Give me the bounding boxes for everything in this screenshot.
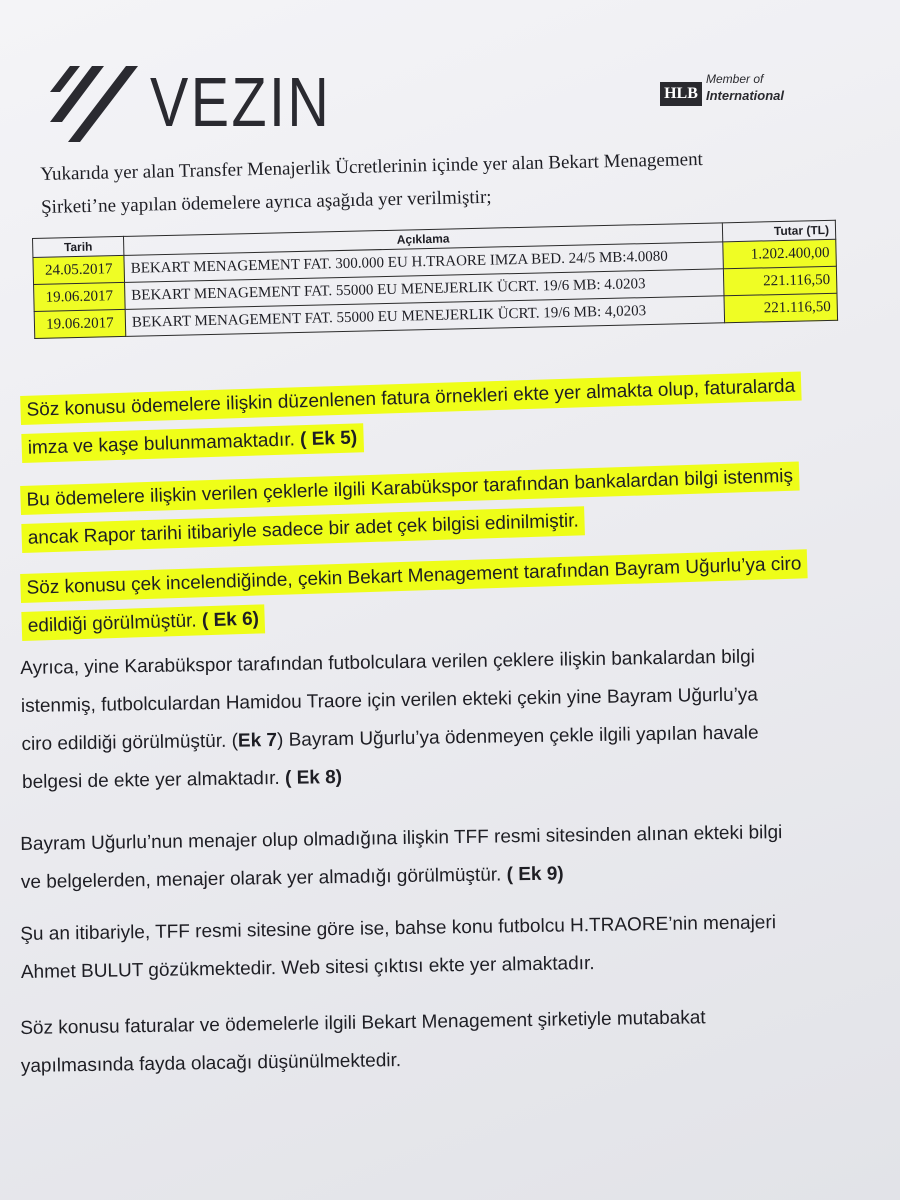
text-line: belgesi de ekte yer almaktadır. ( Ek 8) — [21, 766, 343, 793]
text-line: ve belgelerden, menajer olarak yer almadığı görülmüştür. ( Ek 9) — [20, 863, 564, 893]
paragraph-current-agent — [20, 903, 841, 992]
header-amount: Tutar (TL) — [722, 220, 835, 242]
highlighted-text: imza ve kaşe bulunmamaktadır. ( Ek 5) — [21, 423, 363, 463]
paragraph-invoices — [20, 366, 842, 468]
row-description: BEKART MENAGEMENT FAT. 300.000 EU H.TRAORE IMZA BED. 24/5 MB:4.0080 — [124, 242, 723, 283]
annex-ref: ( Ek 9) — [506, 863, 564, 886]
payments-table — [32, 220, 838, 339]
header-description: Açıklama — [123, 223, 722, 256]
row-amount: 221.116,50 — [724, 293, 838, 323]
paragraph-reconciliation — [20, 997, 841, 1086]
highlighted-text: Bu ödemelere ilişkin verilen çeklerle ilgili Karabükspor tarafından bankalardan bilgi istenmiş — [20, 462, 799, 515]
text-line: istenmiş, futbolculardan Hamidou Traore için verilen ekteki çekin yine Bayram Uğurlu’ya — [20, 684, 759, 717]
row-description: BEKART MENAGEMENT FAT. 55000 EU MENEJERLIK ÜCRT. 19/6 MB: 4,0203 — [125, 296, 724, 337]
paragraph-players-cheques — [20, 637, 842, 802]
row-date: 19.06.2017 — [34, 309, 126, 338]
text-line: Bayram Uğurlu’nun menajer olup olmadığına ilişkin TFF resmi sitesinden alınan ekteki bilgi — [20, 822, 783, 855]
highlighted-text: ancak Rapor tarihi itibariyle sadece bir adet çek bilgisi edinilmiştir. — [21, 506, 585, 553]
text-line: Ahmet BULUT gözükmektedir. Web sitesi çıktısı ekte yer almaktadır. — [20, 952, 595, 983]
highlighted-text: Söz konusu çek incelendiğinde, çekin Bekart Menagement tarafından Bayram Uğurlu’ya ciro — [20, 549, 808, 603]
header-date: Tarih — [33, 236, 124, 257]
vezin-logo-text: VEZIN — [150, 63, 332, 141]
row-amount: 221.116,50 — [723, 266, 837, 296]
highlighted-text: edildiği görülmüştür. ( Ek 6) — [21, 604, 265, 641]
text-line: Söz konusu faturalar ve ödemelerle ilgili Bekart Menagement şirketiyle mutabakat — [20, 1007, 706, 1039]
hlb-member-text: Member of — [706, 72, 764, 86]
hlb-badge: HLB — [660, 82, 702, 106]
annex-ref: ( Ek 8) — [284, 766, 343, 789]
text-line: yapılmasında fayda olacağı düşünülmektedir. — [20, 1050, 402, 1077]
highlighted-text: Söz konusu ödemelere ilişkin düzenlenen fatura örnekleri ekte yer almakta olup, faturalarda — [20, 371, 801, 425]
annex-ref: Ek 7 — [237, 729, 278, 752]
intro-line-2: Şirketi’ne yapılan ödemelere ayrıca aşağıda yer verilmiştir; — [40, 186, 492, 218]
annex-ref: ( Ek 6) — [201, 608, 260, 632]
text-line: Ayrıca, yine Karabükspor tarafından futbolculara verilen çeklere ilişkin bankalardan bilgi — [20, 646, 756, 679]
text-line: Şu an itibariyle, TFF resmi sitesine göre ise, bahse konu futbolcu H.TRAORE’nin menajeri — [20, 912, 777, 945]
row-date: 24.05.2017 — [33, 255, 125, 284]
text-line: ciro edildiği görülmüştür. (Ek 7) Bayram Uğurlu’ya ödenmeyen çekle ilgili yapılan havale — [21, 722, 759, 755]
annex-ref: ( Ek 5) — [299, 427, 358, 451]
row-amount: 1.202.400,00 — [723, 239, 837, 269]
row-date: 19.06.2017 — [34, 282, 126, 311]
paragraph-tff-agent — [20, 813, 841, 902]
intro-paragraph — [40, 140, 831, 224]
row-description: BEKART MENAGEMENT FAT. 55000 EU MENEJERLIK ÜCRT. 19/6 MB: 4.0203 — [125, 269, 724, 310]
intro-line-1: Yukarıda yer alan Transfer Menajerlik Ücretlerinin içinde yer alan Bekart Menagement — [40, 148, 704, 185]
hlb-logo — [660, 72, 820, 112]
hlb-international-text: International — [706, 88, 785, 103]
paragraph-cheques — [20, 456, 842, 558]
paragraph-cheque-endorsement — [20, 544, 842, 646]
